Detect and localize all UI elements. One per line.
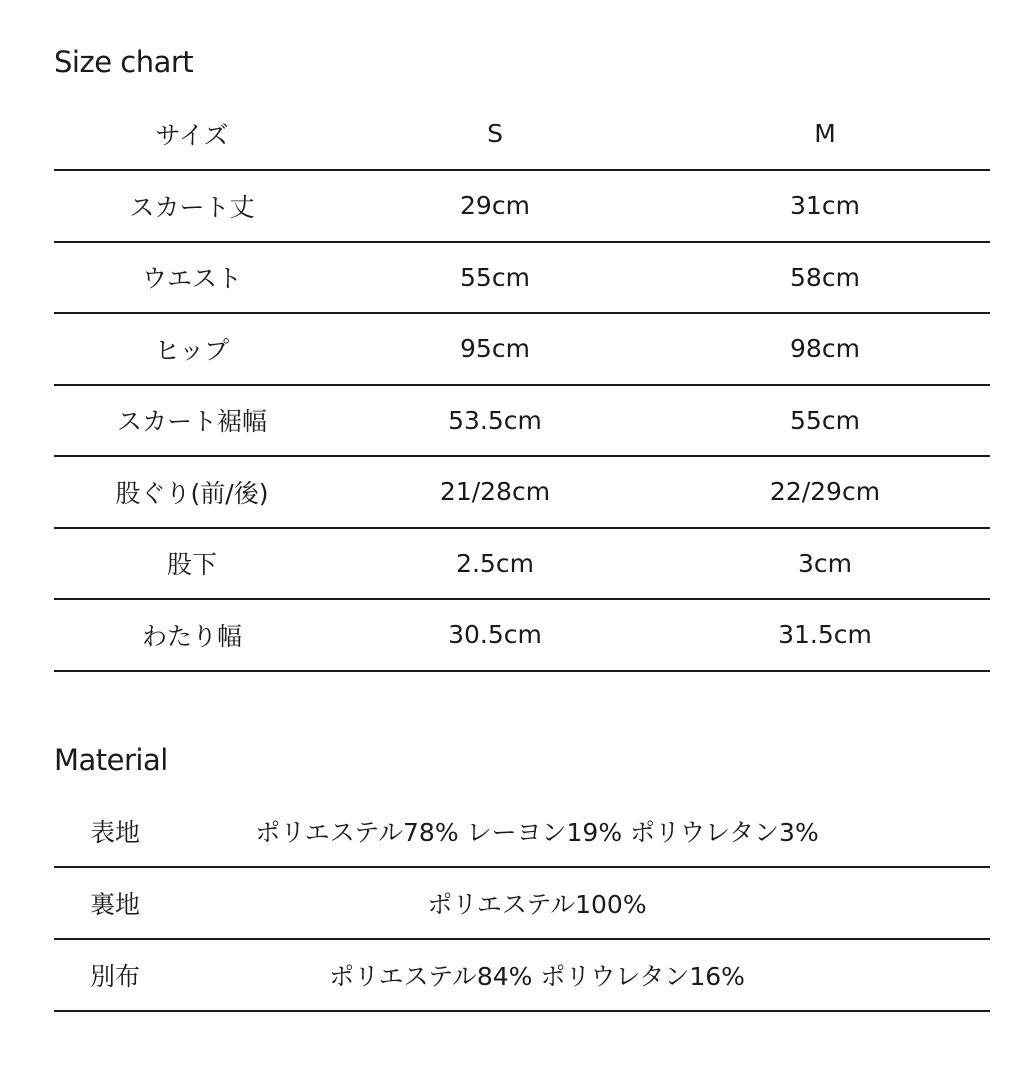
- material-value: ポリエステル84% ポリウレタン16%: [329, 962, 745, 991]
- table-row: [54, 529, 990, 601]
- row-label: スカート丈: [129, 192, 255, 222]
- material-table: [54, 796, 990, 1012]
- row-label: スカート裾幅: [116, 407, 267, 437]
- size-s-value: 29cm: [460, 191, 530, 221]
- table-row: [54, 796, 990, 868]
- table-row: [54, 243, 990, 315]
- size-s-value: 95cm: [460, 334, 530, 364]
- table-row: [54, 386, 990, 458]
- material-label: 別布: [90, 962, 141, 991]
- size-s-value: 53.5cm: [448, 405, 542, 435]
- material-label: 表地: [90, 818, 141, 847]
- row-label: ヒップ: [154, 335, 230, 365]
- row-label: 股ぐり(前/後): [115, 478, 269, 508]
- size-s-value: 21/28cm: [439, 477, 551, 507]
- size-m-value: 31cm: [790, 191, 860, 221]
- material-label: 裏地: [90, 890, 141, 919]
- table-row: [54, 940, 990, 1012]
- column-header-size: サイズ: [155, 120, 229, 150]
- material-value: ポリエステル78% レーヨン19% ポリウレタン3%: [255, 818, 819, 847]
- size-m-value: 58cm: [790, 262, 860, 292]
- table-row: [54, 457, 990, 529]
- size-chart-title: Size chart: [54, 45, 194, 79]
- size-s-value: 55cm: [460, 262, 530, 292]
- size-m-value: 55cm: [790, 405, 860, 435]
- size-m-value: 3cm: [797, 548, 852, 578]
- size-chart-header-row: [54, 98, 990, 171]
- row-label: わたり幅: [141, 621, 242, 651]
- size-m-value: 31.5cm: [778, 620, 872, 650]
- material-value: ポリエステル100%: [427, 890, 647, 919]
- size-m-value: 98cm: [790, 334, 860, 364]
- column-header-m: M: [814, 119, 836, 148]
- table-row: [54, 171, 990, 243]
- row-label: 股下: [166, 550, 217, 580]
- size-m-value: 22/29cm: [769, 477, 881, 507]
- table-row: [54, 868, 990, 940]
- column-header-s: S: [487, 119, 503, 148]
- table-row: [54, 600, 990, 672]
- size-chart-table: [54, 98, 990, 672]
- table-row: [54, 314, 990, 386]
- size-s-value: 2.5cm: [456, 548, 534, 578]
- material-title: Material: [54, 743, 168, 777]
- size-s-value: 30.5cm: [448, 620, 542, 650]
- row-label: ウエスト: [141, 264, 242, 294]
